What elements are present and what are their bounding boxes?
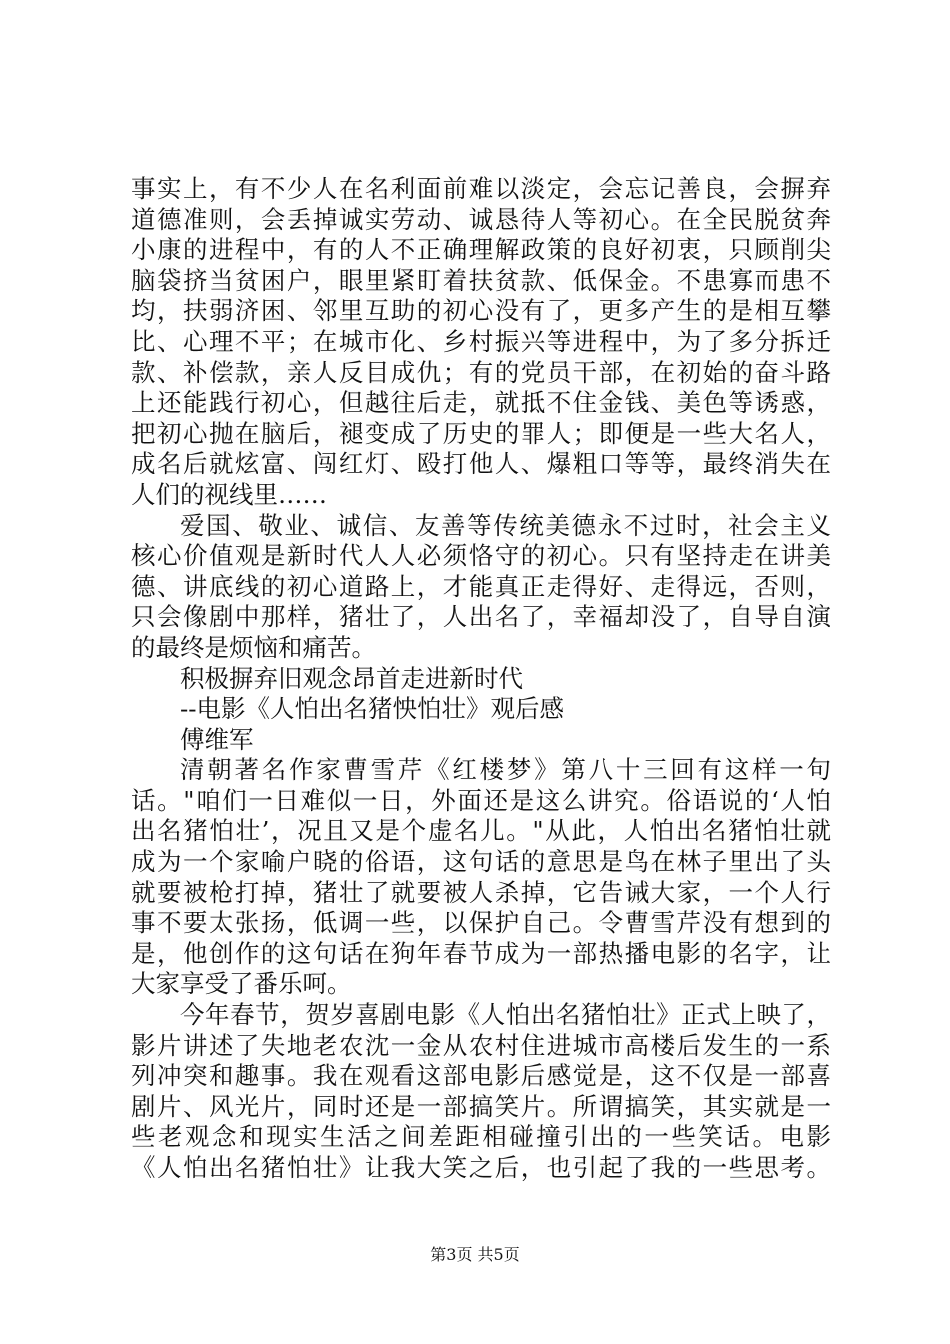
paragraph-start-line: 今年春节，贺岁喜剧电影《人怕出名猪怕壮》正式上映了， (180, 1000, 831, 1030)
text-line: 的最终是烦恼和痛苦。 (131, 632, 376, 662)
document-body (131, 174, 831, 1184)
text-line: 《人怕出名猪怕壮》让我大笑之后，也引起了我的一些思考。 (131, 1153, 831, 1182)
text-line: 成为一个家喻户晓的俗语，这句话的意思是鸟在林子里出了头 (131, 847, 831, 877)
text-line: 些老观念和现实生活之间差距相碰撞引出的一些笑话。电影 (131, 1122, 831, 1152)
text-line: 事实上，有不少人在名利面前难以淡定，会忘记善良，会摒弃 (131, 174, 831, 203)
text-line: 成名后就炫富、闯红灯、殴打他人、爆粗口等等，最终消失在 (131, 449, 831, 479)
text-line: 核心价值观是新时代人人必须恪守的初心。只有坚持走在讲美 (131, 541, 831, 571)
text-line: 大家享受了番乐呵。 (131, 969, 352, 999)
text-line: 事不要太张扬，低调一些，以保护自己。令曹雪芹没有想到的 (131, 908, 831, 938)
text-line: 人们的视线里…… (131, 479, 327, 509)
text-line: 把初心抛在脑后，褪变成了历史的罪人；即便是一些大名人， (131, 418, 831, 448)
text-line: 就要被枪打掉，猪壮了就要被人杀掉，它告诫大家，一个人行 (131, 877, 831, 907)
text-line: 道德准则，会丢掉诚实劳动、诚恳待人等初心。在全民脱贫奔 (131, 204, 831, 234)
text-line: 脑袋挤当贫困户，眼里紧盯着扶贫款、低保金。不患寡而患不 (131, 265, 831, 295)
text-line: 是，他创作的这句话在狗年春节成为一部热播电影的名字，让 (131, 938, 831, 968)
article-author: 傅维军 (180, 724, 254, 754)
page-number-footer: 第3页 共5页 (430, 1245, 520, 1264)
text-line: 比、心理不平；在城市化、乡村振兴等进程中，为了多分拆迁 (131, 326, 831, 356)
text-line: 款、补偿款，亲人反目成仇；有的党员干部，在初始的奋斗路 (131, 357, 831, 387)
text-line: 剧片、风光片，同时还是一部搞笑片。所谓搞笑，其实就是一 (131, 1091, 831, 1121)
text-line: 话。"咱们一日难似一日，外面还是这么讲究。俗语说的‘人怕 (131, 785, 831, 815)
text-line: 小康的进程中，有的人不正确理解政策的良好初衷，只顾削尖 (131, 235, 831, 265)
text-line: 只会像剧中那样，猪壮了，人出名了，幸福却没了，自导自演 (131, 602, 831, 632)
article-subtitle: --电影《人怕出名猪怏怕壮》观后感 (180, 694, 565, 724)
paragraph-start-line: 清朝著名作家曹雪芹《红楼梦》第八十三回有这样一句 (180, 755, 831, 785)
text-line: 影片讲述了失地老农沈一金从农村住进城市高楼后发生的一系 (131, 1030, 831, 1060)
text-line: 均，扶弱济困、邻里互助的初心没有了，更多产生的是相互攀 (131, 296, 831, 326)
article-title: 积极摒弃旧观念昂首走进新时代 (180, 663, 523, 693)
paragraph-start-line: 爱国、敬业、诚信、友善等传统美德永不过时，社会主义 (180, 510, 831, 540)
text-line: 列冲突和趣事。我在观看这部电影后感觉是，这不仅是一部喜 (131, 1061, 831, 1091)
text-line: 出名猪怕壮’，况且又是个虚名儿。"从此，人怕出名猪怕壮就 (131, 816, 831, 846)
text-line: 德、讲底线的初心道路上，才能真正走得好、走得远，否则， (131, 571, 831, 601)
text-line: 上还能践行初心，但越往后走，就抵不住金钱、美色等诱惑， (131, 388, 831, 418)
